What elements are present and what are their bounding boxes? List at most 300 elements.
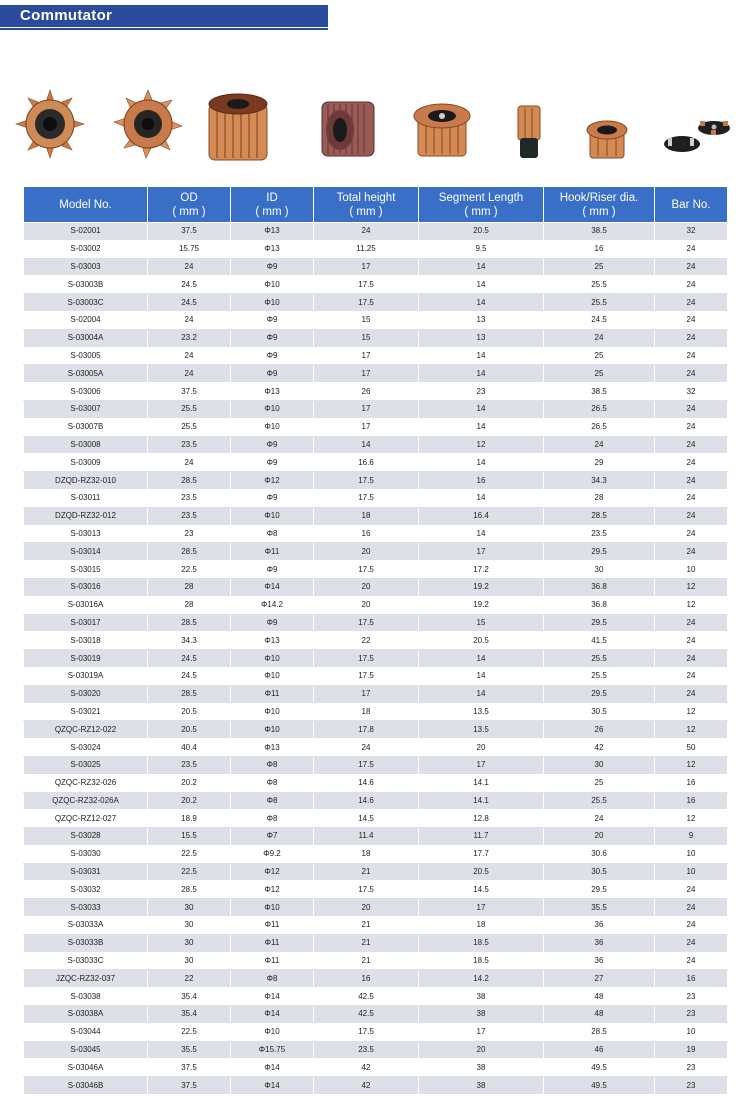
column-header-unit: ( mm ) <box>172 205 206 218</box>
table-cell: 21 <box>314 863 419 881</box>
table-cell: 16.4 <box>419 507 544 525</box>
table-cell: S-03003 <box>24 258 148 276</box>
table-cell: Φ13 <box>231 383 314 401</box>
table-cell: 17 <box>314 400 419 418</box>
table-cell: S-03030 <box>24 845 148 863</box>
table-row <box>24 454 728 472</box>
table-cell: 24 <box>314 739 419 757</box>
table-cell: 24 <box>655 311 728 329</box>
table-cell: S-03033A <box>24 917 148 935</box>
table-cell: 12 <box>655 703 728 721</box>
table-cell: 29.5 <box>544 881 655 899</box>
table-cell: 15.5 <box>148 828 231 846</box>
table-cell: 10 <box>655 863 728 881</box>
table-cell: 14 <box>419 525 544 543</box>
table-cell: 17 <box>419 1023 544 1041</box>
table-cell: 18 <box>314 703 419 721</box>
table-cell: 17.7 <box>419 845 544 863</box>
table-cell: 13 <box>419 329 544 347</box>
table-cell: Φ8 <box>231 525 314 543</box>
table-cell: 16 <box>655 774 728 792</box>
table-cell: 24 <box>655 436 728 454</box>
table-row <box>24 1041 728 1059</box>
table-cell: 26 <box>314 383 419 401</box>
table-cell: 20.5 <box>419 632 544 650</box>
table-cell: 16 <box>419 472 544 490</box>
column-header <box>24 187 148 223</box>
table-cell: 21 <box>314 917 419 935</box>
table-cell: S-03003B <box>24 276 148 294</box>
table-row <box>24 1006 728 1024</box>
table-cell: 25 <box>544 347 655 365</box>
table-cell: 10 <box>655 845 728 863</box>
column-header-label: ID <box>266 191 278 204</box>
table-cell: 14 <box>419 347 544 365</box>
commutator-photo-2 <box>112 88 184 160</box>
table-cell: 28.5 <box>148 614 231 632</box>
table-row <box>24 899 728 917</box>
table-cell: DZQD-RZ32-012 <box>24 507 148 525</box>
table-cell: QZQC-RZ32-026 <box>24 774 148 792</box>
table-row <box>24 917 728 935</box>
table-cell: S-03007 <box>24 400 148 418</box>
table-cell: Φ10 <box>231 650 314 668</box>
commutator-photo-1 <box>14 88 86 160</box>
table-cell: 14.6 <box>314 774 419 792</box>
table-cell: 18.5 <box>419 934 544 952</box>
section-title-bar <box>0 5 328 27</box>
table-cell: 36.8 <box>544 578 655 596</box>
column-header <box>419 187 544 223</box>
table-row <box>24 845 728 863</box>
column-header <box>544 187 655 223</box>
table-cell: 13.5 <box>419 703 544 721</box>
table-cell: 14 <box>419 418 544 436</box>
table-cell: Φ9 <box>231 365 314 383</box>
table-cell: 17.5 <box>314 881 419 899</box>
table-cell: S-03006 <box>24 383 148 401</box>
table-cell: 18 <box>419 917 544 935</box>
table-cell: 30 <box>148 934 231 952</box>
table-cell: 26 <box>544 721 655 739</box>
table-cell: 20 <box>419 1041 544 1059</box>
table-cell: 24 <box>544 329 655 347</box>
table-cell: 28.5 <box>148 881 231 899</box>
table-row <box>24 561 728 579</box>
table-cell: Φ9 <box>231 614 314 632</box>
table-cell: 49.5 <box>544 1059 655 1077</box>
table-cell: 36 <box>544 934 655 952</box>
table-row <box>24 632 728 650</box>
table-row <box>24 650 728 668</box>
table-cell: 36 <box>544 952 655 970</box>
table-cell: 28 <box>148 596 231 614</box>
table-row <box>24 810 728 828</box>
table-cell: 17 <box>419 756 544 774</box>
table-cell: 20.5 <box>148 721 231 739</box>
table-cell: 25.5 <box>544 667 655 685</box>
table-cell: 23.5 <box>148 507 231 525</box>
commutator-spec-table <box>23 186 728 1095</box>
table-cell: Φ10 <box>231 276 314 294</box>
table-cell: Φ15.75 <box>231 1041 314 1059</box>
table-cell: 16 <box>544 240 655 258</box>
table-cell: 24 <box>314 223 419 241</box>
table-cell: 23 <box>419 383 544 401</box>
table-cell: 34.3 <box>544 472 655 490</box>
table-cell: 42.5 <box>314 988 419 1006</box>
table-cell: 18.9 <box>148 810 231 828</box>
table-cell: 14 <box>419 650 544 668</box>
table-cell: Φ10 <box>231 667 314 685</box>
table-row <box>24 739 728 757</box>
table-cell: 15.75 <box>148 240 231 258</box>
column-header-label: Segment Length <box>438 191 524 204</box>
table-cell: 40.4 <box>148 739 231 757</box>
table-cell: S-03005A <box>24 365 148 383</box>
column-header-label: OD <box>180 191 198 204</box>
section-title: Commutator <box>20 7 113 24</box>
table-cell: 24 <box>655 240 728 258</box>
table-cell: 24 <box>655 543 728 561</box>
table-cell: 24 <box>148 347 231 365</box>
table-cell: 24.5 <box>148 276 231 294</box>
table-cell: 30.5 <box>544 863 655 881</box>
table-cell: 24 <box>655 952 728 970</box>
table-cell: 38 <box>419 1077 544 1095</box>
table-cell: S-02001 <box>24 223 148 241</box>
table-cell: 14 <box>419 294 544 312</box>
table-cell: 27 <box>544 970 655 988</box>
table-cell: 23 <box>655 1077 728 1095</box>
table-cell: 14 <box>419 400 544 418</box>
table-cell: 23 <box>655 1059 728 1077</box>
table-cell: 42 <box>314 1059 419 1077</box>
table-cell: 17 <box>314 365 419 383</box>
table-cell: 38.5 <box>544 383 655 401</box>
table-cell: 30 <box>544 561 655 579</box>
table-cell: 24 <box>655 329 728 347</box>
table-cell: Φ14 <box>231 1059 314 1077</box>
table-cell: 23.5 <box>148 756 231 774</box>
table-cell: 23.5 <box>148 436 231 454</box>
table-row <box>24 311 728 329</box>
table-cell: 12 <box>655 578 728 596</box>
column-header-label: Bar No. <box>671 198 711 211</box>
table-cell: S-03044 <box>24 1023 148 1041</box>
commutator-photo-3 <box>205 90 271 166</box>
table-cell: 9.5 <box>419 240 544 258</box>
table-cell: 21 <box>314 934 419 952</box>
table-cell: 25.5 <box>544 276 655 294</box>
table-cell: Φ12 <box>231 472 314 490</box>
table-cell: 24 <box>655 347 728 365</box>
table-cell: 34.3 <box>148 632 231 650</box>
table-cell: S-03016A <box>24 596 148 614</box>
table-cell: Φ13 <box>231 632 314 650</box>
table-cell: 35.5 <box>148 1041 231 1059</box>
table-row <box>24 489 728 507</box>
table-cell: Φ14 <box>231 1006 314 1024</box>
table-cell: 24 <box>655 899 728 917</box>
table-header <box>24 187 728 223</box>
table-cell: 17 <box>314 347 419 365</box>
commutator-photo-8 <box>660 116 732 160</box>
table-cell: Φ13 <box>231 739 314 757</box>
table-cell: S-03038 <box>24 988 148 1006</box>
table-cell: S-03008 <box>24 436 148 454</box>
table-cell: 24 <box>655 934 728 952</box>
table-cell: 25 <box>544 774 655 792</box>
table-cell: 18.5 <box>419 952 544 970</box>
table-cell: 38 <box>419 988 544 1006</box>
table-cell: S-03046B <box>24 1077 148 1095</box>
table-cell: Φ13 <box>231 240 314 258</box>
table-row <box>24 1023 728 1041</box>
table-cell: Φ7 <box>231 828 314 846</box>
table-cell: 30 <box>148 917 231 935</box>
table-cell: Φ8 <box>231 756 314 774</box>
table-cell: 24 <box>148 311 231 329</box>
table-cell: 22.5 <box>148 845 231 863</box>
table-cell: 24 <box>655 632 728 650</box>
table-cell: 20.2 <box>148 774 231 792</box>
table-cell: S-03016 <box>24 578 148 596</box>
table-cell: 15 <box>314 329 419 347</box>
table-cell: Φ9 <box>231 436 314 454</box>
table-cell: 30 <box>544 756 655 774</box>
table-cell: S-03019 <box>24 650 148 668</box>
table-cell: 35.4 <box>148 988 231 1006</box>
table-cell: 23.5 <box>314 1041 419 1059</box>
table-cell: 29 <box>544 454 655 472</box>
table-cell: 14.5 <box>419 881 544 899</box>
table-cell: 24 <box>655 507 728 525</box>
table-row <box>24 578 728 596</box>
table-cell: S-03011 <box>24 489 148 507</box>
table-cell: S-03019A <box>24 667 148 685</box>
table-cell: 50 <box>655 739 728 757</box>
table-cell: 38.5 <box>544 223 655 241</box>
table-cell: QZQC-RZ12-027 <box>24 810 148 828</box>
table-cell: 24 <box>655 881 728 899</box>
table-cell: 12 <box>419 436 544 454</box>
table-body <box>24 223 728 1095</box>
table-cell: S-03005 <box>24 347 148 365</box>
table-cell: 26.5 <box>544 418 655 436</box>
table-row <box>24 596 728 614</box>
table-cell: 21 <box>314 952 419 970</box>
table-cell: Φ14 <box>231 578 314 596</box>
table-cell: 17.8 <box>314 721 419 739</box>
table-cell: 20 <box>314 596 419 614</box>
table-cell: 11.4 <box>314 828 419 846</box>
commutator-photo-7 <box>584 116 630 160</box>
table-cell: 22.5 <box>148 561 231 579</box>
table-cell: S-03018 <box>24 632 148 650</box>
table-cell: 22.5 <box>148 863 231 881</box>
table-cell: S-03033 <box>24 899 148 917</box>
table-cell: 17.5 <box>314 472 419 490</box>
table-cell: Φ10 <box>231 899 314 917</box>
column-header <box>148 187 231 223</box>
table-cell: Φ9 <box>231 329 314 347</box>
table-cell: 20 <box>314 899 419 917</box>
table-cell: 19.2 <box>419 578 544 596</box>
table-cell: 46 <box>544 1041 655 1059</box>
table-row <box>24 1059 728 1077</box>
table-row <box>24 294 728 312</box>
table-cell: 30 <box>148 952 231 970</box>
table-cell: 14 <box>419 667 544 685</box>
table-cell: 28.5 <box>148 685 231 703</box>
table-cell: 38 <box>419 1006 544 1024</box>
table-cell: 20 <box>419 739 544 757</box>
table-cell: Φ14 <box>231 1077 314 1095</box>
table-cell: 24 <box>655 400 728 418</box>
table-cell: 22 <box>148 970 231 988</box>
table-cell: 24 <box>148 258 231 276</box>
table-row <box>24 828 728 846</box>
table-cell: Φ8 <box>231 792 314 810</box>
table-cell: 29.5 <box>544 543 655 561</box>
table-cell: 18 <box>314 845 419 863</box>
table-row <box>24 223 728 241</box>
table-cell: Φ10 <box>231 294 314 312</box>
table-cell: 24 <box>655 917 728 935</box>
table-cell: 30.6 <box>544 845 655 863</box>
column-header-label: Total height <box>336 191 396 204</box>
table-row <box>24 472 728 490</box>
table-row <box>24 685 728 703</box>
table-cell: 25.5 <box>544 792 655 810</box>
table-cell: 15 <box>314 311 419 329</box>
table-cell: 24 <box>655 525 728 543</box>
table-cell: S-03013 <box>24 525 148 543</box>
table-cell: 12 <box>655 756 728 774</box>
table-cell: Φ10 <box>231 507 314 525</box>
column-header <box>314 187 419 223</box>
table-cell: 23.2 <box>148 329 231 347</box>
table-cell: 29.5 <box>544 685 655 703</box>
table-cell: 16 <box>314 970 419 988</box>
table-row <box>24 543 728 561</box>
table-cell: Φ9 <box>231 258 314 276</box>
table-row <box>24 347 728 365</box>
table-row <box>24 756 728 774</box>
table-cell: 24 <box>148 454 231 472</box>
commutator-photo-5 <box>410 96 474 162</box>
table-row <box>24 614 728 632</box>
table-cell: 26.5 <box>544 400 655 418</box>
table-cell: 28.5 <box>148 472 231 490</box>
table-cell: 48 <box>544 1006 655 1024</box>
table-row <box>24 383 728 401</box>
table-cell: Φ10 <box>231 418 314 436</box>
header-row <box>24 187 728 223</box>
table-cell: JZQC-RZ32-037 <box>24 970 148 988</box>
table-cell: Φ10 <box>231 721 314 739</box>
table-row <box>24 276 728 294</box>
table-cell: 24.5 <box>544 311 655 329</box>
table-cell: 14 <box>419 489 544 507</box>
table-cell: 14 <box>419 276 544 294</box>
column-header <box>655 187 728 223</box>
table-cell: 23.5 <box>148 489 231 507</box>
table-cell: 25.5 <box>544 294 655 312</box>
table-cell: Φ11 <box>231 917 314 935</box>
table-row <box>24 988 728 1006</box>
table-cell: 28.5 <box>544 1023 655 1041</box>
table-cell: 17 <box>419 543 544 561</box>
table-cell: 17.5 <box>314 650 419 668</box>
table-cell: 25.5 <box>148 400 231 418</box>
table-cell: 28.5 <box>148 543 231 561</box>
table-cell: Φ11 <box>231 934 314 952</box>
table-cell: 20 <box>314 578 419 596</box>
table-cell: 24.5 <box>148 650 231 668</box>
table-row <box>24 774 728 792</box>
table-cell: S-03024 <box>24 739 148 757</box>
table-cell: S-03045 <box>24 1041 148 1059</box>
table-cell: S-03009 <box>24 454 148 472</box>
table-cell: QZQC-RZ12-022 <box>24 721 148 739</box>
table-cell: S-03002 <box>24 240 148 258</box>
table-cell: 24 <box>148 365 231 383</box>
table-cell: Φ9 <box>231 347 314 365</box>
table-cell: 29.5 <box>544 614 655 632</box>
table-cell: 17.5 <box>314 1023 419 1041</box>
table-row <box>24 258 728 276</box>
table-cell: S-02004 <box>24 311 148 329</box>
table-cell: 23 <box>655 988 728 1006</box>
table-cell: S-03032 <box>24 881 148 899</box>
table-cell: S-03028 <box>24 828 148 846</box>
table-cell: 10 <box>655 561 728 579</box>
table-cell: 16 <box>655 792 728 810</box>
table-cell: 14 <box>419 258 544 276</box>
table-cell: S-03004A <box>24 329 148 347</box>
table-cell: Φ8 <box>231 774 314 792</box>
table-cell: 24 <box>655 276 728 294</box>
table-cell: 17.5 <box>314 667 419 685</box>
table-cell: 23 <box>148 525 231 543</box>
table-cell: 20.5 <box>148 703 231 721</box>
table-cell: 19.2 <box>419 596 544 614</box>
table-cell: 17.5 <box>314 614 419 632</box>
table-cell: Φ9 <box>231 454 314 472</box>
table-cell: 25 <box>544 258 655 276</box>
table-cell: 14.1 <box>419 792 544 810</box>
table-cell: Φ11 <box>231 685 314 703</box>
table-cell: 24 <box>655 418 728 436</box>
commutator-photo-6 <box>514 102 544 162</box>
table-cell: 28.5 <box>544 507 655 525</box>
table-cell: 17 <box>314 685 419 703</box>
table-cell: 24 <box>655 472 728 490</box>
table-cell: Φ8 <box>231 810 314 828</box>
commutator-photo-4 <box>318 96 378 162</box>
table-cell: 14 <box>419 685 544 703</box>
product-photo-strip <box>0 80 750 180</box>
table-cell: 25.5 <box>544 650 655 668</box>
table-cell: 22.5 <box>148 1023 231 1041</box>
table-cell: Φ9 <box>231 311 314 329</box>
table-cell: 20.5 <box>419 863 544 881</box>
table-cell: 16.6 <box>314 454 419 472</box>
table-cell: 24.5 <box>148 294 231 312</box>
table-cell: 20.2 <box>148 792 231 810</box>
